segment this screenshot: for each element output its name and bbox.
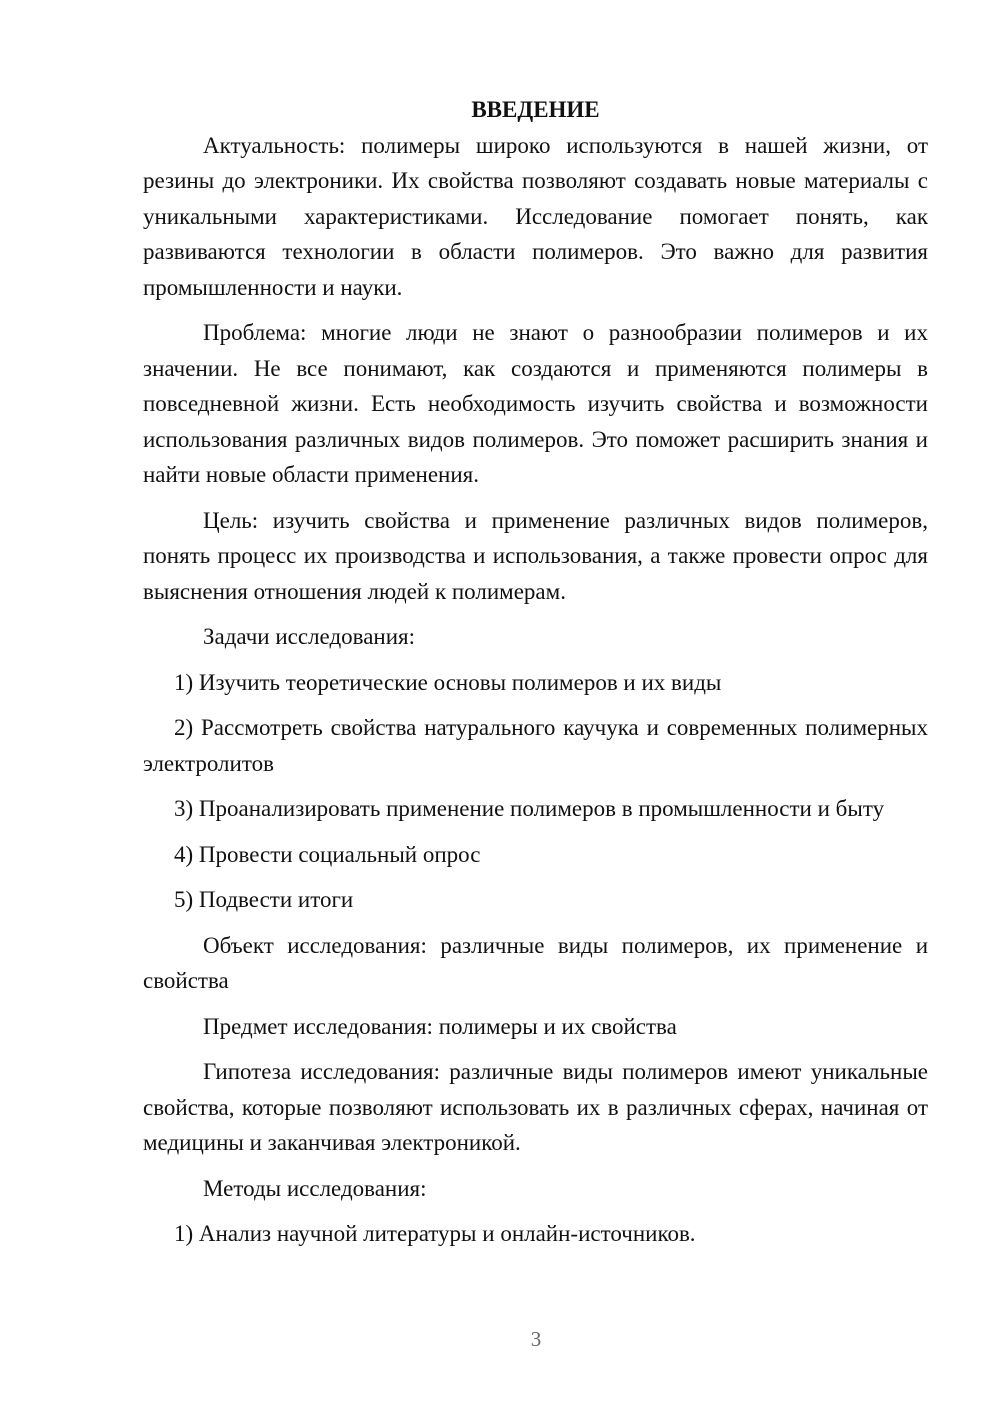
hypothesis-paragraph: Гипотеза исследования: различные виды полимеров имеют уникальные свойства, которые позволяют использовать их в различных сферах, начиная от медицины и заканчивая электроникой. [143, 1059, 928, 1155]
task-item-4: 4) Провести социальный опрос [174, 841, 481, 867]
section-heading: ВВЕДЕНИЕ [471, 97, 600, 122]
object-paragraph: Объект исследования: различные виды полимеров, их применение и свойства [143, 932, 928, 993]
relevance-paragraph: Актуальность: полимеры широко используются в нашей жизни, от резины до электроники. Их свойства позволяют создавать новые материалы с уникальными характеристиками. Исследование помогает понять, как развиваются технологии в области полимеров. Это важно для развития промышленности и науки. [143, 132, 928, 300]
methods-title: Методы исследования: [203, 1175, 427, 1201]
task-item-3: 3) Проанализировать применение полимеров в промышленности и быту [174, 796, 885, 821]
goal-paragraph: Цель: изучить свойства и применение различных видов полимеров, понять процесс их производства и использования, а также провести опрос для выяснения отношения людей к полимерам. [143, 507, 928, 604]
tasks-title: Задачи исследования: [203, 624, 416, 649]
task-item-2: 2) Рассмотреть свойства натурального каучука и современных полимерных электролитов [143, 715, 928, 776]
task-item-1: 1) Изучить теоретические основы полимеров и их виды [174, 669, 722, 695]
problem-paragraph: Проблема: многие люди не знают о разнообразии полимеров и их значении. Не все понимают, как создаются и применяются полимеры в повседневной жизни. Есть необходимость изучить свойства и возможности использования различных видов полимеров. Это поможет расширить знания и найти новые области применения. [143, 320, 928, 487]
method-item-1: 1) Анализ научной литературы и онлайн-источников. [174, 1221, 696, 1246]
subject-paragraph: Предмет исследования: полимеры и их свойства [203, 1013, 677, 1039]
page-content [143, 92, 928, 1262]
task-item-5: 5) Подвести итоги [174, 887, 354, 912]
page-number: 3 [530, 1327, 542, 1351]
